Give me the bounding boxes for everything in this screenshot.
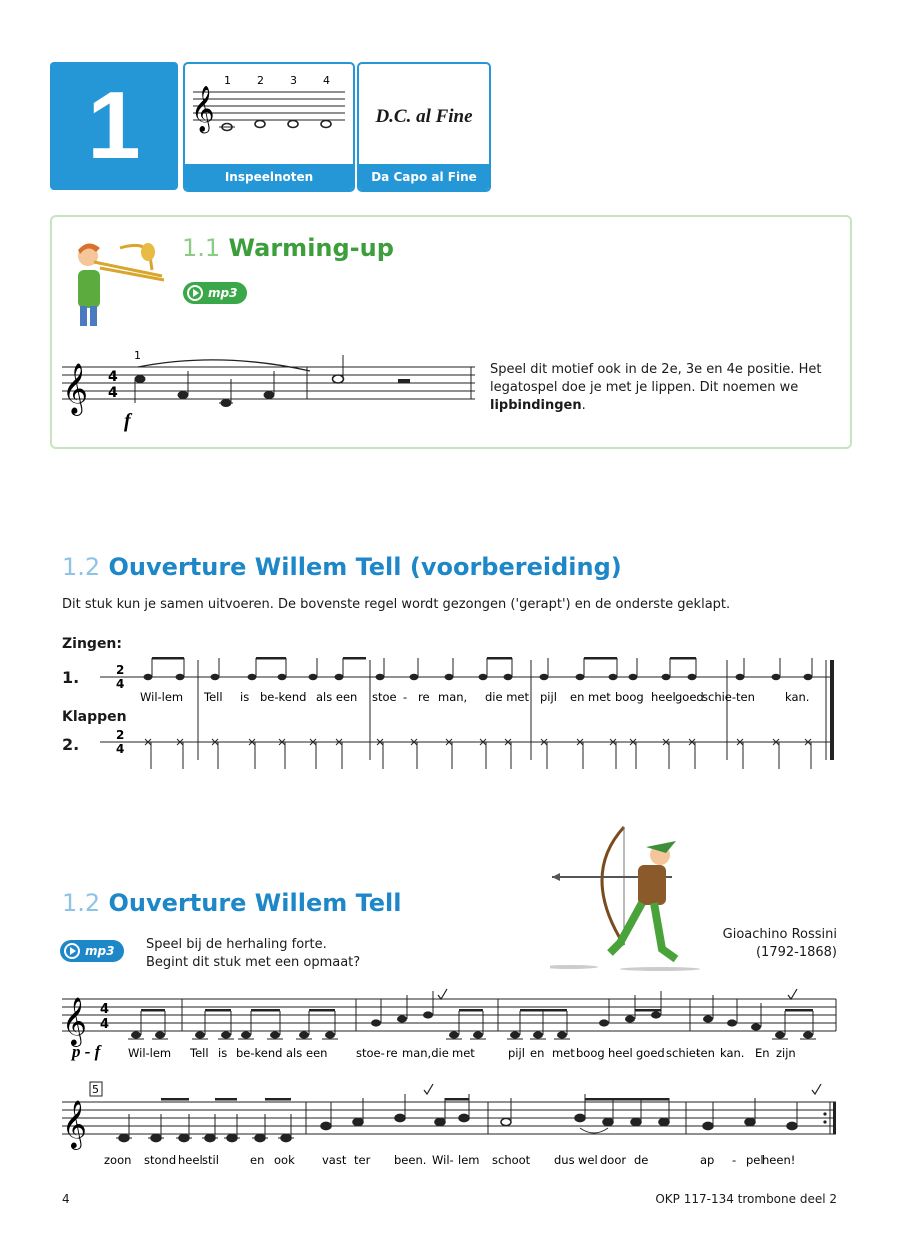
lyric: schoot <box>492 1153 531 1167</box>
dacapo-card <box>357 62 491 192</box>
inspeelnoten-label: Inspeelnoten <box>185 164 353 190</box>
rhythm-note <box>540 658 549 680</box>
prep-lyric: en met <box>570 690 611 704</box>
warmup-timesig-top: 4 <box>108 369 118 385</box>
dacapo-label: Da Capo al Fine <box>359 164 489 190</box>
prep-lyric: die met <box>485 690 530 704</box>
main-timesig-bottom: 4 <box>100 1017 110 1032</box>
lyric: lem <box>458 1153 480 1167</box>
rhythm-note <box>211 658 220 680</box>
warmup-section-number: 1.1 <box>182 234 221 262</box>
lyric: zoon <box>104 1153 132 1167</box>
rhythm-note <box>688 658 697 680</box>
rhythm-note <box>445 658 454 680</box>
main-instruction-1: Speel bij de herhaling forte. <box>146 937 327 952</box>
lyric: stond <box>144 1153 177 1167</box>
beam <box>785 1009 813 1012</box>
beam <box>309 1009 335 1012</box>
lyric: en <box>250 1153 265 1167</box>
book-id: OKP 117-134 trombone deel 2 <box>655 1192 837 1206</box>
rhythm-note <box>410 658 419 680</box>
note <box>599 999 609 1027</box>
beam <box>520 1009 567 1012</box>
lyric: ap <box>700 1153 715 1167</box>
prep-lyric: heel <box>651 690 676 704</box>
clap-cross <box>610 739 616 769</box>
lyric: ook <box>274 1153 295 1167</box>
composer-years: (1792-1868) <box>755 945 837 960</box>
rhythm-note <box>376 658 385 680</box>
note <box>395 1094 405 1122</box>
note-number-2: 2 <box>257 74 264 87</box>
warmup-title-text: Warming-up <box>228 234 394 262</box>
lyric: Wil-lem <box>128 1046 172 1060</box>
lyric: een <box>306 1046 328 1060</box>
prep-lyric: schie-ten <box>702 690 755 704</box>
rhythm-note <box>248 658 257 680</box>
note-number-4: 4 <box>323 74 330 87</box>
lyric: goed <box>636 1046 665 1060</box>
rhythm-note <box>629 658 638 680</box>
note <box>321 1102 331 1130</box>
beam <box>256 657 286 660</box>
breath-mark-icon <box>438 989 447 999</box>
beam <box>343 657 366 660</box>
prep-title-text: Ouverture Willem Tell (voorbereiding) <box>108 553 622 581</box>
composer-name: Gioachino Rossini <box>722 927 837 942</box>
prep-intro: Dit stuk kun je samen uitvoeren. De bovenste regel wordt gezongen ('gerapt') en de onderste geklapt. <box>62 597 731 612</box>
lyric: is <box>218 1046 228 1060</box>
lyric: zijn <box>776 1046 796 1060</box>
prep-lyric: boog <box>615 690 644 704</box>
clap-cross <box>377 739 383 769</box>
warmup-mp3-label: mp3 <box>208 286 238 300</box>
lyric: been. <box>394 1153 427 1167</box>
note <box>371 999 381 1027</box>
lyric: Tell <box>190 1046 209 1060</box>
clap-cross <box>541 739 547 769</box>
lyric: vast <box>322 1153 347 1167</box>
breath-mark-icon <box>788 989 797 999</box>
note <box>575 1094 585 1122</box>
main-score-line-2 <box>60 1080 840 1175</box>
chapter-number: 1 <box>50 62 178 190</box>
beam <box>215 1098 237 1101</box>
rhythm-note <box>176 658 185 680</box>
clap-cross <box>446 739 452 769</box>
rhythm-note <box>662 658 671 680</box>
lyric: door <box>600 1153 627 1167</box>
lyric: met <box>552 1046 575 1060</box>
lyric: de <box>634 1153 649 1167</box>
note <box>651 991 661 1019</box>
warmup-title <box>182 234 394 262</box>
prep-lyric: is <box>240 690 250 704</box>
prep-timesig-top-2: 2 <box>116 728 125 742</box>
prep-section-number: 1.2 <box>62 553 101 581</box>
clap-cross <box>279 739 285 769</box>
warmup-measure-number: 1 <box>134 349 141 362</box>
prep-lyric: stoe <box>372 690 397 704</box>
prep-timesig-top-1: 2 <box>116 663 125 677</box>
lyric: kan. <box>720 1046 745 1060</box>
clap-cross <box>480 739 486 769</box>
prep-timesig-bottom-1: 4 <box>116 677 125 691</box>
play-icon <box>187 285 203 301</box>
play-icon <box>64 943 80 959</box>
rehearsal-mark: 5 <box>92 1083 99 1096</box>
warmup-description <box>490 361 835 415</box>
prep-title <box>62 553 622 581</box>
beam <box>251 1009 280 1012</box>
clap-cross <box>249 739 255 769</box>
main-title <box>62 889 402 917</box>
beam <box>205 1009 231 1012</box>
prep-lyric: re <box>418 690 430 704</box>
archer-illustration <box>550 825 700 975</box>
rhythm-note <box>609 658 618 680</box>
inspeelnoten-card <box>183 62 355 192</box>
svg-text:𝄞: 𝄞 <box>191 86 215 132</box>
prep-label-clap: Klappen <box>62 709 127 725</box>
svg-text:𝄞: 𝄞 <box>62 363 89 414</box>
dacapo-symbol: D.C. al Fine <box>375 106 473 127</box>
note <box>423 991 433 1019</box>
prep-row2-number: 2. <box>62 735 80 754</box>
lyric: met <box>452 1046 475 1060</box>
clap-cross <box>773 739 779 769</box>
lyric: als <box>286 1046 303 1060</box>
clap-cross <box>689 739 695 769</box>
beam <box>445 1098 469 1101</box>
trombone-player-illustration <box>60 222 170 328</box>
rhythm-note <box>309 658 318 680</box>
lyric: re <box>386 1046 398 1060</box>
rhythm-note <box>736 658 745 680</box>
clap-cross <box>505 739 511 769</box>
beam <box>635 1009 661 1012</box>
rhythm-note <box>479 658 488 680</box>
lyric: pijl <box>508 1046 525 1060</box>
beam <box>152 657 184 660</box>
clap-cross <box>212 739 218 769</box>
rhythm-note <box>335 658 344 680</box>
warmup-dynamic: f <box>124 410 131 432</box>
clap-cross <box>630 739 636 769</box>
prep-row1-number: 1. <box>62 668 80 687</box>
rhythm-note <box>804 658 813 680</box>
note <box>787 1102 797 1130</box>
clap-cross <box>737 739 743 769</box>
lyric: Wil- <box>432 1153 454 1167</box>
prep-rhythm-score <box>100 655 840 775</box>
prep-lyric: goed <box>675 690 704 704</box>
lyric: heel <box>178 1153 203 1167</box>
lyric: wel <box>578 1153 598 1167</box>
lyric: stil <box>202 1153 219 1167</box>
warmup-timesig-bottom: 4 <box>108 385 118 401</box>
clap-cross <box>805 739 811 769</box>
prep-timesig-bottom-2: 4 <box>116 742 125 756</box>
warmup-mp3-button[interactable] <box>183 282 247 304</box>
note <box>727 999 737 1027</box>
lyric: schie- <box>666 1046 701 1060</box>
prep-lyric: Tell <box>204 690 223 704</box>
prep-lyric: als een <box>316 690 358 704</box>
main-mp3-button[interactable] <box>60 940 124 962</box>
beam <box>141 1009 165 1012</box>
clap-cross <box>411 739 417 769</box>
rhythm-note <box>144 658 153 680</box>
rhythm-note <box>278 658 287 680</box>
beam <box>161 1098 189 1101</box>
note <box>703 1102 713 1130</box>
lyric: stoe- <box>356 1046 385 1060</box>
tie <box>580 1128 608 1133</box>
svg-text:𝄞: 𝄞 <box>62 1099 87 1148</box>
main-title-text: Ouverture Willem Tell <box>108 889 402 917</box>
lyric: en <box>530 1046 545 1060</box>
main-instruction-2: Begint dit stuk met een opmaat? <box>146 955 361 970</box>
main-section-number: 1.2 <box>62 889 101 917</box>
prep-label-sing: Zingen: <box>62 636 122 652</box>
main-score-line-1 <box>60 985 840 1065</box>
warmup-staff <box>60 345 480 435</box>
rhythm-note <box>772 658 781 680</box>
lyric: dus <box>554 1153 575 1167</box>
inspeelnoten-staff <box>185 64 353 164</box>
breath-mark-icon <box>424 1084 433 1094</box>
main-dynamic: p - f <box>72 1042 101 1061</box>
note-number-1: 1 <box>224 74 231 87</box>
lyric: boog <box>576 1046 605 1060</box>
lyric: ter <box>354 1153 371 1167</box>
warmup-description-text: Speel dit motief ook in de 2e, 3e en 4e positie. Het legatospel doe je met je lippen. Dit noemen we <box>490 362 822 395</box>
rhythm-note <box>576 658 585 680</box>
prep-lyric: Wil-lem <box>140 690 184 704</box>
note-number-3: 3 <box>290 74 297 87</box>
prep-lyric: pijl <box>540 690 557 704</box>
beam <box>670 657 696 660</box>
lyric: heen! <box>762 1153 796 1167</box>
svg-text:𝄞: 𝄞 <box>62 996 87 1045</box>
main-mp3-label: mp3 <box>85 944 115 958</box>
lyric: pel <box>746 1153 764 1167</box>
beam <box>585 1098 669 1101</box>
clap-cross <box>177 739 183 769</box>
rhythm-note <box>504 658 513 680</box>
lyric: En <box>755 1046 770 1060</box>
prep-lyric: man, <box>438 690 468 704</box>
lyric: man,die <box>402 1046 449 1060</box>
breath-mark-icon <box>812 1084 821 1094</box>
prep-lyric: be-kend <box>260 690 307 704</box>
clap-cross <box>336 739 342 769</box>
lyric: - <box>732 1153 737 1167</box>
clap-cross <box>310 739 316 769</box>
prep-lyric: kan. <box>785 690 810 704</box>
clap-cross <box>577 739 583 769</box>
main-timesig-top: 4 <box>100 1002 110 1017</box>
page-number: 4 <box>62 1192 70 1206</box>
beam <box>265 1098 291 1101</box>
beam <box>487 657 512 660</box>
lyric: be-kend <box>236 1046 283 1060</box>
warmup-description-end: . <box>581 398 586 413</box>
warmup-description-bold: lipbindingen <box>490 398 582 413</box>
clap-cross <box>663 739 669 769</box>
lyric: ten <box>696 1046 715 1060</box>
clap-cross <box>145 739 151 769</box>
lyric: heel <box>608 1046 633 1060</box>
beam <box>459 1009 483 1012</box>
beam <box>584 657 617 660</box>
prep-lyric: - <box>403 690 408 704</box>
